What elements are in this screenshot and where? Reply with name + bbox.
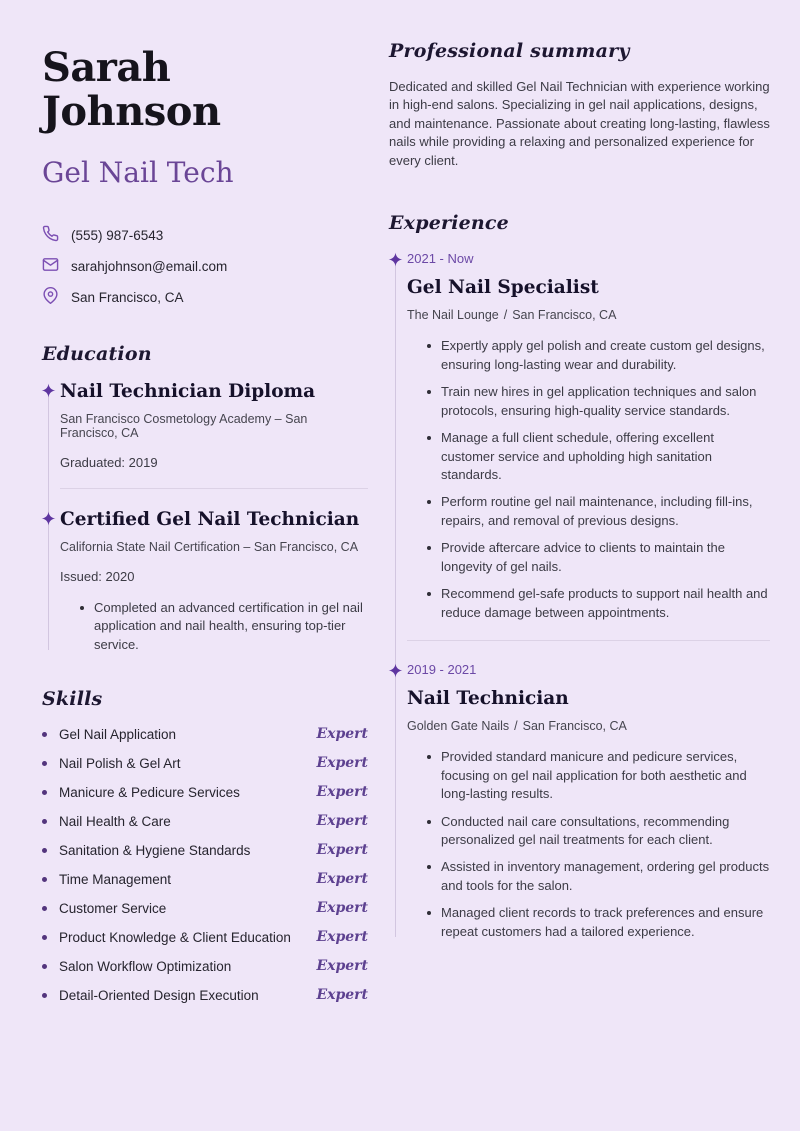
skill-bullet-dot <box>42 993 47 998</box>
contact-location-text: San Francisco, CA <box>71 289 184 305</box>
right-column <box>368 0 800 1131</box>
contact-phone <box>42 225 368 245</box>
skill-name: Time Management <box>59 871 172 887</box>
skill-row <box>42 987 368 1003</box>
skill-level: Expert <box>316 784 368 801</box>
experience-period: 2021 - Now <box>407 251 474 267</box>
education-entry-subtitle: California State Nail Certification – San Francisco, CA <box>60 540 359 554</box>
skill-row <box>42 813 368 829</box>
skill-row <box>42 958 368 974</box>
skill-level: Expert <box>316 987 368 1004</box>
contact-list <box>42 225 368 307</box>
education-timeline <box>42 381 368 654</box>
skill-level: Expert <box>316 842 368 859</box>
skill-row <box>42 726 368 742</box>
summary-text: Dedicated and skilled Gel Nail Technician with experience working in high-end salons. Specializing in gel nail applications, designs, and maintenance. Passionate about creating long-lasting, flawless nails while providing a relaxing and personalized experience for every client. <box>389 79 770 168</box>
skill-row <box>42 871 368 887</box>
skill-level: Expert <box>316 929 368 946</box>
bullet-item: Assisted in inventory management, ordering gel products and tools for the salon. <box>427 858 770 895</box>
skill-name: Nail Polish & Gel Art <box>59 755 181 771</box>
experience-title: Nail Technician <box>407 688 569 710</box>
sparkle-star-icon <box>41 511 56 526</box>
bullet-item: Expertly apply gel polish and create custom gel designs, ensuring long-lasting wear and durability. <box>427 337 770 374</box>
experience-section <box>389 212 770 941</box>
education-entry <box>42 381 368 470</box>
skill-level: Expert <box>316 900 368 917</box>
education-section <box>42 343 368 654</box>
education-entry-subtitle: San Francisco Cosmetology Academy – San Francisco, CA <box>60 412 308 440</box>
skill-row <box>42 784 368 800</box>
education-entry-date: Graduated: 2019 <box>60 455 158 470</box>
summary-heading: Professional summary <box>389 40 630 62</box>
job-title: Gel Nail Tech <box>42 156 234 189</box>
experience-bullet-list <box>407 748 770 941</box>
experience-location: San Francisco, CA <box>522 719 627 734</box>
skill-level: Expert <box>316 755 368 772</box>
education-entry-title: Certified Gel Nail Technician <box>60 509 360 530</box>
contact-location <box>42 287 368 307</box>
education-heading: Education <box>42 343 152 365</box>
skill-bullet-dot <box>42 964 47 969</box>
subtitle-separator: / <box>503 308 508 323</box>
bullet-item: Completed an advanced certification in gel nail application and nail health, ensuring top-tier service. <box>80 599 368 654</box>
skill-bullet-dot <box>42 935 47 940</box>
skill-bullet-dot <box>42 732 47 737</box>
phone-icon <box>42 225 59 245</box>
sparkle-star-icon <box>388 252 403 267</box>
left-column <box>0 0 368 1131</box>
experience-bullet-list <box>407 337 770 622</box>
education-bullet-list <box>60 599 368 654</box>
person-name: Sarah Johnson <box>42 44 221 135</box>
skill-name: Nail Health & Care <box>59 813 171 829</box>
sparkle-star-icon <box>388 663 403 678</box>
skill-name: Sanitation & Hygiene Standards <box>59 842 251 858</box>
skill-row <box>42 842 368 858</box>
bullet-item: Perform routine gel nail maintenance, including fill-ins, repairs, and removal of previous designs. <box>427 493 770 530</box>
subtitle-separator: / <box>514 719 518 734</box>
location-icon <box>42 287 59 307</box>
skill-level: Expert <box>316 726 368 743</box>
contact-phone-text: (555) 987-6543 <box>71 227 164 243</box>
sparkle-star-icon <box>41 383 56 398</box>
experience-subtitle <box>407 308 770 322</box>
education-entry-date: Issued: 2020 <box>60 569 135 584</box>
experience-entry <box>389 661 770 941</box>
email-icon <box>42 256 59 276</box>
skill-bullet-dot <box>42 848 47 853</box>
skill-name: Manicure & Pedicure Services <box>59 784 240 800</box>
bullet-item: Provide aftercare advice to clients to maintain the longevity of gel nails. <box>427 539 770 576</box>
skill-row <box>42 755 368 771</box>
experience-timeline <box>389 250 770 941</box>
experience-title: Gel Nail Specialist <box>407 277 599 299</box>
skill-row <box>42 900 368 916</box>
contact-email <box>42 256 368 276</box>
contact-email-text: sarahjohnson@email.com <box>71 258 228 274</box>
skill-bullet-dot <box>42 819 47 824</box>
education-entry <box>42 509 368 654</box>
skill-name: Gel Nail Application <box>59 726 177 742</box>
entry-divider <box>407 640 770 641</box>
bullet-item: Managed client records to track preferences and ensure repeat customers had a tailored experience. <box>427 904 770 941</box>
skills-heading: Skills <box>42 688 103 711</box>
skill-level: Expert <box>316 813 368 830</box>
bullet-item: Train new hires in gel application techniques and salon protocols, ensuring high-quality service standards. <box>427 383 770 420</box>
experience-entry <box>389 250 770 622</box>
skill-level: Expert <box>316 871 368 888</box>
bullet-item: Manage a full client schedule, offering excellent customer service and upholding high sanitation standards. <box>427 429 770 484</box>
experience-company: Golden Gate Nails <box>407 719 510 734</box>
experience-location: San Francisco, CA <box>512 308 617 323</box>
bullet-item: Provided standard manicure and pedicure services, focusing on gel nail application for both aesthetic and long-lasting results. <box>427 748 770 803</box>
bullet-item: Recommend gel-safe products to support nail health and reduce damage between appointments. <box>427 585 770 622</box>
experience-company: The Nail Lounge <box>407 308 499 323</box>
entry-divider <box>60 488 368 489</box>
experience-subtitle <box>407 719 770 733</box>
experience-period: 2019 - 2021 <box>407 662 477 678</box>
skill-name: Product Knowledge & Client Education <box>59 929 291 945</box>
skill-name: Salon Workflow Optimization <box>59 958 232 974</box>
skill-row <box>42 929 368 945</box>
skill-name: Detail-Oriented Design Execution <box>59 987 259 1003</box>
skill-bullet-dot <box>42 761 47 766</box>
experience-heading: Experience <box>389 212 509 235</box>
bullet-item: Conducted nail care consultations, recommending personalized gel nail treatments for each client. <box>427 813 770 850</box>
skills-section <box>42 688 368 1003</box>
skill-name: Customer Service <box>59 900 167 916</box>
skill-bullet-dot <box>42 906 47 911</box>
education-entry-title: Nail Technician Diploma <box>60 381 316 402</box>
skill-bullet-dot <box>42 877 47 882</box>
skill-bullet-dot <box>42 790 47 795</box>
skill-level: Expert <box>316 958 368 975</box>
summary-section <box>389 40 770 170</box>
